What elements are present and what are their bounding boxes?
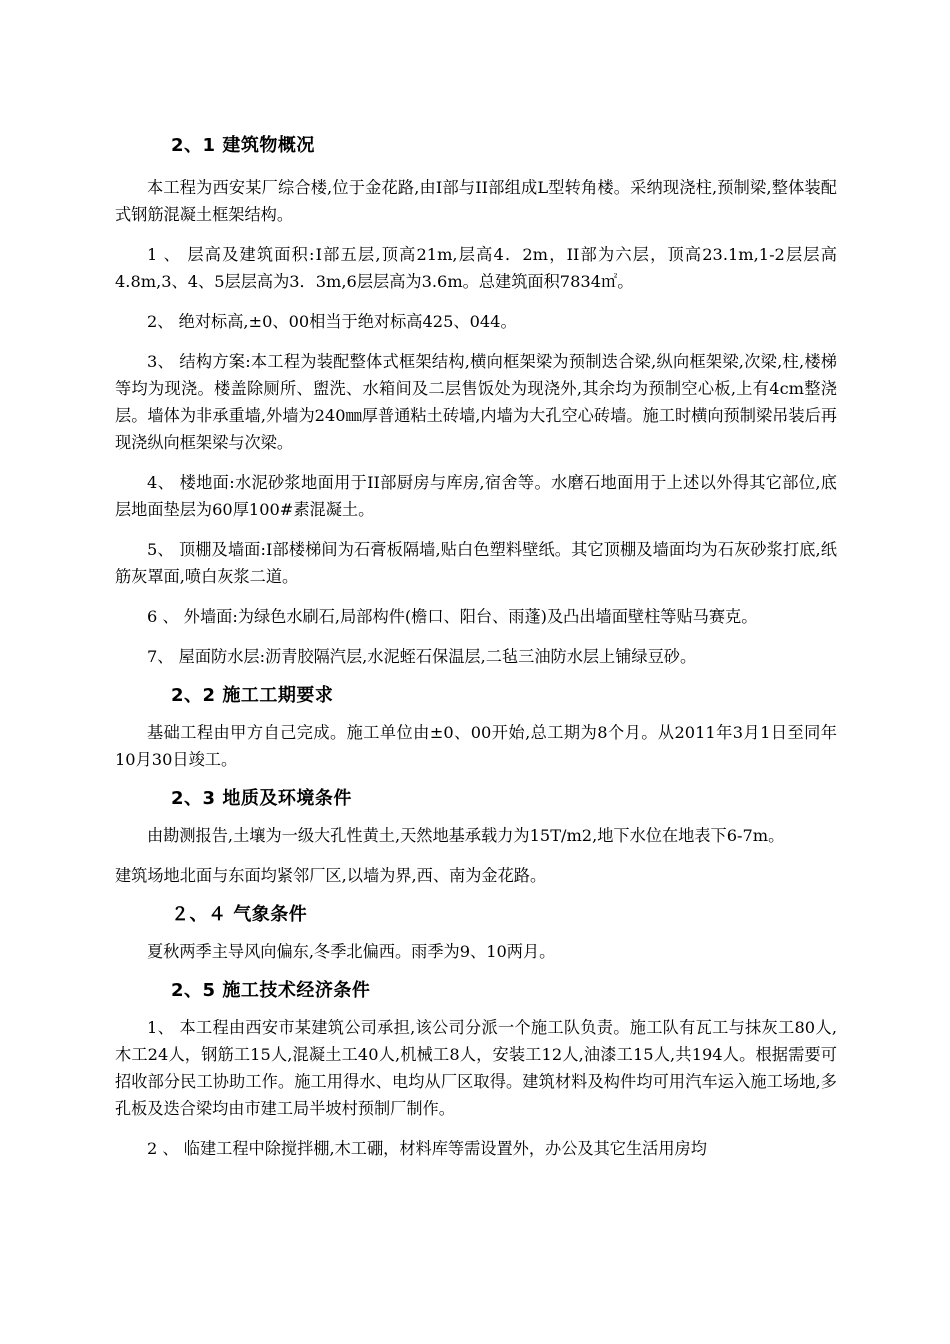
paragraph-project-intro: 本工程为西安某厂综合楼,位于金花路,由Ⅰ部与II部组成L型转角楼。采纳现浇柱,预制梁,整体装配式钢筋混凝土框架结构。 xyxy=(115,178,837,224)
paragraph-schedule: 基础工程由甲方自己完成。施工单位由±0、00开始,总工期为8个月。从2011年3月1日至同年10月30日竣工。 xyxy=(115,723,837,769)
section-heading-building-overview: 2、1 建筑物概况 xyxy=(171,135,315,156)
document-page xyxy=(115,132,837,1162)
section-heading-geology: 2、3 地质及环境条件 xyxy=(171,788,352,809)
paragraph-climate: 夏秋两季主导风向偏东,冬季北偏西。雨季为9、10两月。 xyxy=(147,942,556,961)
paragraph-workforce: 1、 本工程由西安市某建筑公司承担,该公司分派一个施工队负责。施工队有瓦工与抹灰工80人,木工24人，钢筋工15人,混凝土工40人,机械工8人，安装工12人,油漆工15人,共194人。根据需要可招收部分民工协助工作。施工用得水、电均从厂区取得。建筑材料及构件均可用汽车运入施工场地,多孔板及迭合梁均由市建工局半坡村预制厂制作。 xyxy=(115,1018,837,1118)
paragraph-site-boundary: 建筑场地北面与东面均紧邻厂区,以墙为界,西、南为金花路。 xyxy=(115,866,547,885)
paragraph-temporary-works: 2 、 临建工程中除搅拌棚,木工硼，材料库等需设置外，办公及其它生活用房均 xyxy=(147,1139,707,1158)
section-heading-tech-economy: 2、5 施工技术经济条件 xyxy=(171,980,371,1001)
section-heading-schedule: 2、2 施工工期要求 xyxy=(171,685,334,706)
paragraph-ceiling-wall: 5、 顶棚及墙面:Ⅰ部楼梯间为石膏板隔墙,贴白色塑料壁纸。其它顶棚及墙面均为石灰砂浆打底,纸筋灰罩面,喷白灰浆二道。 xyxy=(115,540,837,586)
paragraph-structure-plan: 3、 结构方案:本工程为装配整体式框架结构,横向框架梁为预制迭合梁,纵向框架梁,次梁,柱,楼梯等均为现浇。楼盖除厕所、盥洗、水箱间及二层售饭处为现浇外,其余均为预制空心板,上有4cm整浇层。墙体为非承重墙,外墙为240㎜厚普通粘土砖墙,内墙为大孔空心砖墙。施工时横向预制梁吊装后再现浇纵向框架梁与次梁。 xyxy=(115,352,837,452)
paragraph-floor-height-area: 1 、 层高及建筑面积:Ⅰ部五层,顶高21m,层高4．2m，II部为六层，顶高23.1m,1-2层层高4.8m,3、4、5层层高为3．3m,6层层高为3.6m。总建筑面积7834㎡。 xyxy=(115,245,837,291)
paragraph-geology: 由勘测报告,土壤为一级大孔性黄土,天然地基承载力为15T/m2,地下水位在地表下6-7m。 xyxy=(147,826,785,845)
paragraph-exterior-wall: 6 、 外墙面:为绿色水刷石,局部构件(檐口、阳台、雨蓬)及凸出墙面壁柱等贴马赛克。 xyxy=(147,607,758,626)
paragraph-absolute-elevation: 2、 绝对标高,±0、00相当于绝对标高425、044。 xyxy=(147,312,517,331)
paragraph-floor-finish: 4、 楼地面:水泥砂浆地面用于II部厨房与库房,宿舍等。水磨石地面用于上述以外得其它部位,底层地面垫层为60厚100#素混凝土。 xyxy=(115,473,837,519)
section-heading-climate: ２、４ 气象条件 xyxy=(171,904,308,925)
paragraph-roof-waterproof: 7、 屋面防水层:沥青胶隔汽层,水泥蛭石保温层,二毡三油防水层上铺绿豆砂。 xyxy=(147,647,697,666)
